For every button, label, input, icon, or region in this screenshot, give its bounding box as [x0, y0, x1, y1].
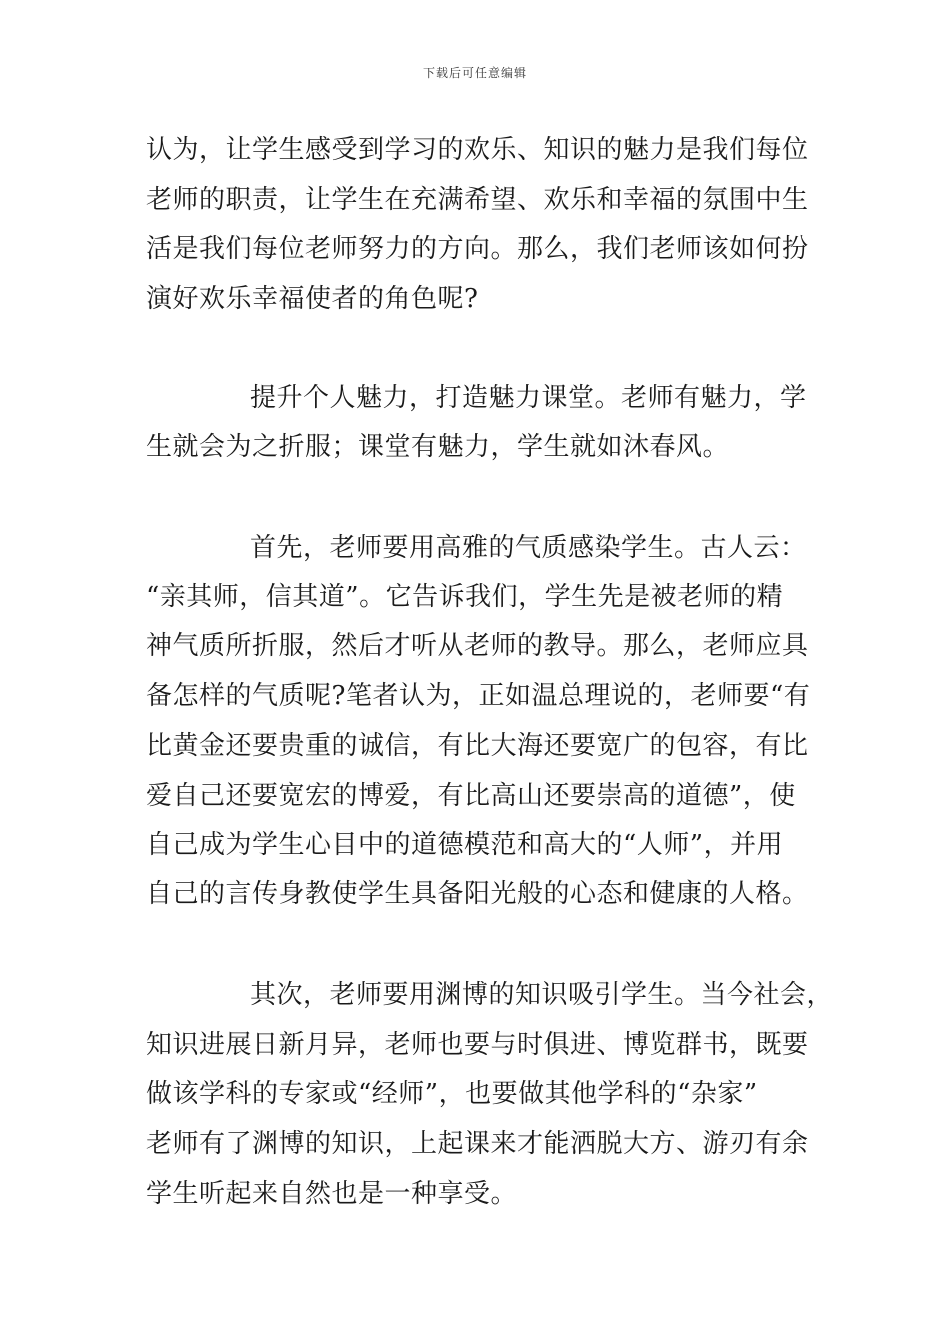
paragraph-line: 演好欢乐幸福使者的角色呢? — [146, 284, 479, 314]
paragraph-line: 爱自己还要宽宏的博爱，有比高山还要崇高的道德”，使 — [146, 781, 796, 811]
page-header: 下载后可任意编辑 — [422, 66, 527, 80]
paragraph-line: 备怎样的气质呢?笔者认为，正如温总理说的，老师要“有 — [146, 681, 811, 711]
paragraph-line: 自己成为学生心目中的道德模范和高大的“人师”，并用 — [146, 830, 784, 860]
paragraph-line: 活是我们每位老师努力的方向。那么，我们老师该如何扮 — [146, 234, 809, 264]
paragraph-line: “亲其师，信其道”。它告诉我们，学生先是被老师的精 — [146, 582, 784, 612]
paragraph-line: 提升个人魅力，打造魅力课堂。老师有魅力，学 — [250, 383, 807, 413]
paragraph-line: 神气质所折服，然后才听从老师的教导。那么，老师应具 — [146, 631, 809, 661]
paragraph-line: 其次，老师要用渊博的知识吸引学生。当今社会， — [250, 980, 834, 1010]
paragraph-line: 老师的职责，让学生在充满希望、欢乐和幸福的氛围中生 — [146, 185, 809, 215]
paragraph-line: 首先，老师要用高雅的气质感染学生。古人云： — [250, 533, 807, 563]
paragraph-line: 学生听起来自然也是一种享受。 — [146, 1179, 518, 1209]
paragraph-line: 自己的言传身教使学生具备阳光般的心态和健康的人格。 — [146, 879, 809, 909]
paragraph-line: 做该学科的专家或“经师”，也要做其他学科的“杂家” — [146, 1079, 758, 1109]
paragraph-line: 生就会为之折服；课堂有魅力，学生就如沐春风。 — [146, 432, 730, 462]
paragraph-line: 知识进展日新月异，老师也要与时俱进、博览群书，既要 — [146, 1030, 809, 1060]
paragraph-line: 认为，让学生感受到学习的欢乐、知识的魅力是我们每位 — [146, 135, 809, 165]
paragraph-line: 老师有了渊博的知识，上起课来才能洒脱大方、游刃有余 — [146, 1129, 809, 1159]
paragraph-line: 比黄金还要贵重的诚信，有比大海还要宽广的包容，有比 — [146, 731, 809, 761]
